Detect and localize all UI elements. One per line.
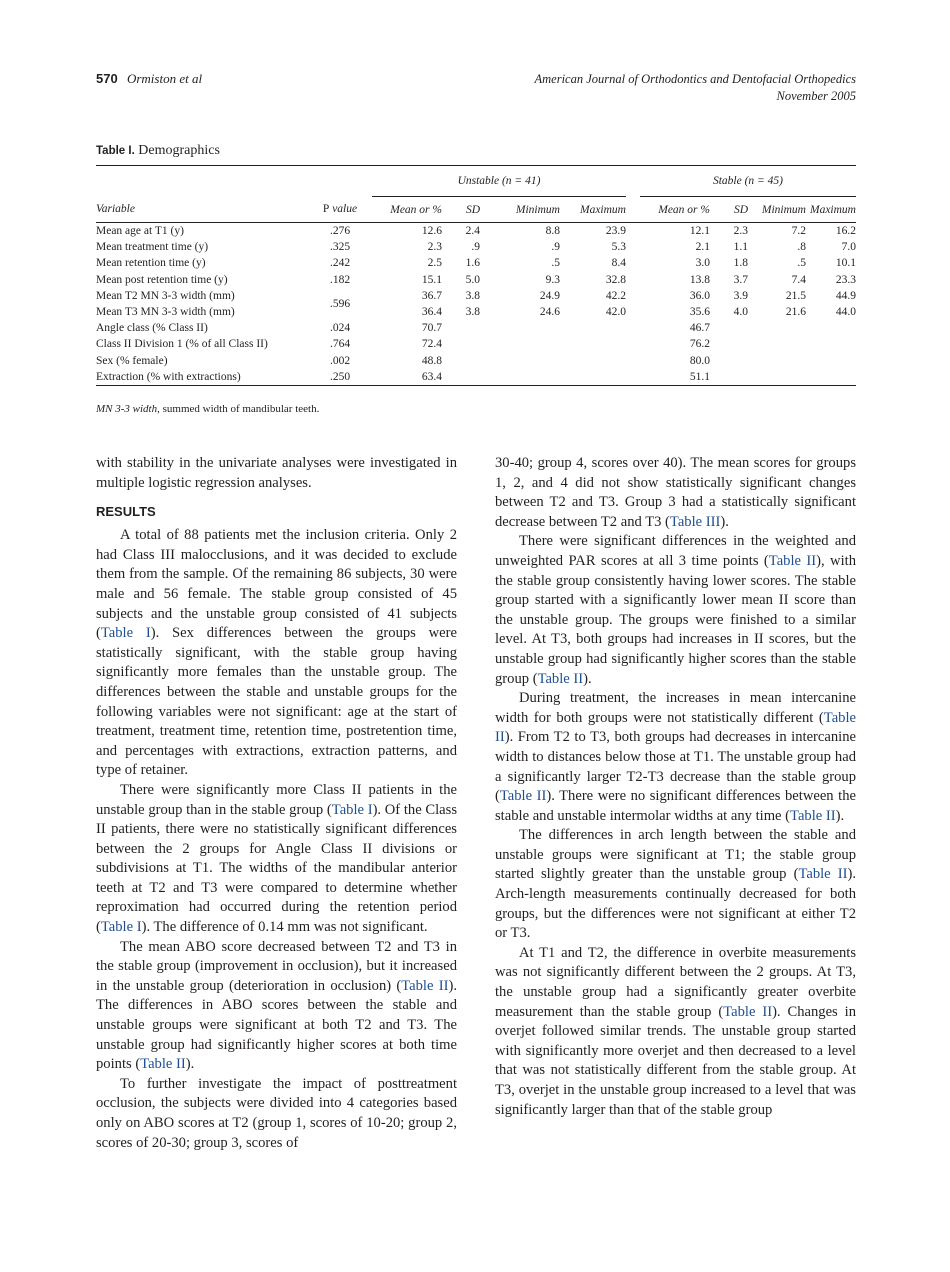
cell-stable-min	[748, 320, 806, 336]
table-row	[96, 336, 856, 352]
cell-gap	[626, 369, 640, 386]
group-header-unstable: Unstable (n = 41)	[372, 166, 626, 197]
col-header-stable-min: Minimum	[748, 197, 806, 223]
cell-stable-sd: 1.1	[733, 241, 748, 254]
cell-variable: Mean retention time (y)	[96, 257, 206, 270]
table-ref-link[interactable]: Table II	[499, 788, 547, 805]
table-ref-link[interactable]: Table I	[331, 801, 373, 818]
cell-variable: Angle class (% Class II)	[96, 322, 208, 335]
cell-unstable-max	[560, 320, 626, 336]
cell-gap	[626, 239, 640, 255]
table-ref-link[interactable]: Table II	[790, 807, 836, 824]
cell-unstable-min: 8.8	[545, 225, 560, 238]
paragraph: with stability in the univariate analyses were investigated in multiple logistic regression analyses.	[96, 455, 457, 491]
cell-gap	[626, 223, 640, 240]
cell-unstable-max: 23.9	[605, 225, 626, 238]
cell-unstable-mean: 70.7	[421, 322, 442, 335]
table-ref-link[interactable]: Table II	[537, 670, 584, 687]
cell-stable-min: .8	[797, 241, 806, 254]
paragraph: The differences in arch length between the stable and unstable groups were significant at T1; the stable group started slightly greater than the unstable group (Table II). Arch-length measurements continually decreased for both groups, but the differences were not significant at either T2 or T3.	[495, 827, 856, 942]
table-row	[96, 369, 856, 386]
cell-unstable-min: .9	[551, 241, 560, 254]
cell-unstable-sd: 1.6	[465, 257, 480, 270]
table-row	[96, 320, 856, 336]
cell-stable-min: .5	[797, 257, 806, 270]
cell-stable-mean: 80.0	[689, 354, 710, 367]
cell-stable-max	[806, 353, 856, 369]
cell-gap	[626, 336, 640, 352]
paragraph: There were significantly more Class II patients in the unstable group than in the stable group (Table I). Of the Class II patients, there were no statistically significant differences between the 2 groups for Angle Class II divisions or subdivisions at T1. The widths of the mandibular anterior teeth at T2 and T3 were compared to determine whether reproximation had occurred during the retention period (Table I). The difference of 0.14 mm was not significant.	[96, 781, 458, 936]
table-row	[96, 255, 856, 271]
table-footnote	[96, 403, 319, 415]
cell-stable-sd	[710, 353, 748, 369]
cell-unstable-mean: 2.5	[427, 257, 442, 270]
cell-stable-max	[806, 320, 856, 336]
cell-stable-min	[748, 336, 806, 352]
cell-stable-max	[806, 336, 856, 352]
cell-unstable-sd: 3.8	[465, 306, 480, 319]
table-ref-link[interactable]: Table I	[100, 919, 142, 936]
cell-stable-sd: 2.3	[733, 225, 748, 238]
cell-stable-max	[806, 369, 856, 386]
cell-stable-mean: 2.1	[695, 241, 710, 254]
cell-variable: Sex (% female)	[96, 354, 168, 367]
cell-unstable-sd	[442, 336, 480, 352]
cell-gap	[626, 353, 640, 369]
cell-gap	[626, 320, 640, 336]
cell-stable-sd: 3.7	[733, 273, 748, 286]
cell-unstable-max: 42.2	[605, 289, 626, 302]
cell-gap	[626, 304, 640, 320]
cell-unstable-mean: 36.7	[421, 289, 442, 302]
col-header-unstable-min: Minimum	[480, 197, 560, 223]
col-header-p-value: P value	[308, 197, 372, 223]
cell-stable-min	[748, 353, 806, 369]
col-header-unstable-max: Maximum	[560, 197, 626, 223]
cell-p-value: .182	[329, 273, 351, 286]
col-header-stable-sd: SD	[710, 197, 748, 223]
cell-unstable-sd	[442, 320, 480, 336]
cell-unstable-mean: 72.4	[421, 338, 442, 351]
cell-stable-min: 21.6	[785, 306, 806, 319]
cell-gap	[626, 272, 640, 288]
footnote-term: MN 3-3 width	[96, 403, 158, 415]
cell-variable: Class II Division 1 (% of all Class II)	[96, 338, 268, 351]
cell-p-value: .596	[329, 297, 351, 310]
cell-unstable-max: 8.4	[611, 257, 626, 270]
cell-stable-max: 7.0	[841, 241, 856, 254]
running-header-left	[96, 71, 202, 87]
cell-p-value: .242	[329, 257, 351, 270]
cell-stable-max: 10.1	[835, 257, 856, 270]
cell-p-value: .276	[329, 225, 351, 238]
cell-stable-max: 16.2	[835, 225, 856, 238]
section-heading-results: RESULTS	[96, 504, 156, 520]
cell-stable-min: 7.2	[791, 225, 806, 238]
paragraph: There were significant differences in the weighted and unweighted PAR scores at all 3 time points (Table II), with the stable group consistently having lower scores. The stable group started with a significantly lower mean II score than the unstable group. The groups were finished to a similar level. At T3, both groups had increases in II scores, but the unstable group had significantly higher scores than the stable group (Table II).	[495, 533, 857, 687]
cell-unstable-mean: 48.8	[421, 354, 442, 367]
table-ref-link[interactable]: Table II	[798, 866, 848, 883]
journal-issue: November 2005	[776, 89, 856, 103]
cell-unstable-mean: 12.6	[421, 225, 442, 238]
cell-gap	[626, 255, 640, 271]
table-row	[96, 223, 856, 240]
table-group-header-row	[96, 166, 856, 197]
cell-gap	[626, 288, 640, 304]
cell-stable-max: 23.3	[835, 273, 856, 286]
table-ref-link[interactable]: Table II	[768, 552, 817, 569]
cell-variable: Mean post retention time (y)	[96, 273, 228, 286]
paragraph: During treatment, the increases in mean intercanine width for both groups were not statistically different (Table II). From T2 to T3, both groups had decreases in intercanine width to distances below those at T1. The unstable group had a significantly larger T2-T3 decrease than the stable group (Table II). There were no significant differences between the stable and unstable intermolar widths at any time (Table II).	[495, 690, 856, 824]
paragraph: 30-40; group 4, scores over 40). The mean scores for groups 1, 2, and 4 did not show statistically significant changes between T2 and T3. Group 3 had a statistically significant decrease between T2 and T3 (Table III).	[495, 455, 856, 530]
table-label: Table I.	[96, 145, 135, 157]
cell-stable-sd	[710, 369, 748, 386]
col-header-stable-max: Maximum	[806, 197, 856, 223]
cell-unstable-min: 24.6	[539, 306, 560, 319]
table-ref-link[interactable]: Table III	[669, 513, 721, 530]
cell-p-value: .024	[329, 322, 351, 335]
col-header-unstable-sd: SD	[442, 197, 480, 223]
cell-stable-sd: 4.0	[733, 306, 748, 319]
cell-stable-mean: 13.8	[689, 273, 710, 286]
cell-unstable-max: 32.8	[605, 273, 626, 286]
left-column	[96, 454, 457, 1153]
cell-stable-mean: 76.2	[689, 338, 710, 351]
cell-unstable-sd: 5.0	[465, 273, 480, 286]
cell-unstable-max	[560, 336, 626, 352]
cell-unstable-min: .5	[551, 257, 560, 270]
cell-stable-sd	[710, 336, 748, 352]
cell-unstable-min: 24.9	[539, 289, 560, 302]
table-row	[96, 353, 856, 369]
cell-p-value: .325	[329, 241, 351, 254]
cell-unstable-sd: 3.8	[465, 289, 480, 302]
cell-stable-min	[748, 369, 806, 386]
table-ref-link[interactable]: Table II	[495, 709, 856, 746]
cell-variable: Mean T2 MN 3-3 width (mm)	[96, 289, 235, 302]
cell-stable-sd	[710, 320, 748, 336]
table-row	[96, 304, 856, 320]
table-row	[96, 239, 856, 255]
table-ref-link[interactable]: Table II	[140, 1056, 186, 1073]
cell-stable-max: 44.0	[835, 306, 856, 319]
table-column-header-row	[96, 197, 856, 223]
cell-unstable-mean: 2.3	[427, 241, 442, 254]
cell-stable-mean: 36.0	[689, 289, 710, 302]
cell-unstable-sd	[442, 369, 480, 386]
cell-stable-mean: 3.0	[695, 257, 710, 270]
table-ref-link[interactable]: Table II	[723, 1003, 773, 1020]
running-header-right	[535, 71, 857, 105]
cell-unstable-sd	[442, 353, 480, 369]
cell-unstable-sd: .9	[471, 241, 480, 254]
paragraph: To further investigate the impact of posttreatment occlusion, the subjects were divided into 4 categories based only on ABO scores at T2 (group 1, scores of 10-20; group 2, scores of 20-30; group 3, scores of	[96, 1075, 457, 1151]
cell-unstable-max: 42.0	[605, 306, 626, 319]
cell-stable-mean: 35.6	[689, 306, 710, 319]
paragraph: At T1 and T2, the difference in overbite measurements was not significantly different between the 2 groups. At T3, the unstable group had a significantly greater overbite measurement than the stable group (Table II). Changes in overjet followed similar trends. The unstable group started with significantly more overjet and then decreased to a level that was not statistically different from the stable group. At T3, overjet in the unstable group increased to a level that was significantly larger than that of the stable group	[495, 944, 856, 1118]
cell-p-value: .764	[329, 338, 351, 351]
cell-variable: Mean age at T1 (y)	[96, 225, 184, 238]
cell-stable-mean: 46.7	[689, 322, 710, 335]
right-column	[495, 454, 856, 1120]
table-ref-link[interactable]: Table I	[100, 625, 151, 642]
paragraph: The mean ABO score decreased between T2 and T3 in the stable group (improvement in occlusion), but it increased in the unstable group (deterioration in occlusion) (Table II). The differences in ABO scores between the stable and unstable groups were significant at both T2 and T3. The unstable group had significantly higher scores at both time points (Table II).	[96, 938, 457, 1073]
cell-stable-mean: 12.1	[689, 225, 710, 238]
demographics-table	[96, 165, 856, 386]
cell-stable-mean: 51.1	[689, 370, 710, 383]
paragraph: A total of 88 patients met the inclusion criteria. Only 2 had Class III malocclusions, and it was decided to exclude them from the sample. Of the remaining 86 subjects, 30 were male and 56 female. The stable group consisted of 45 subjects and the unstable group consisted of 41 subjects (Table I). Sex differences between the groups were statistically significant, with the stable group having significantly more females than the unstable group. The differences between the stable and unstable groups for the following variables were not significant: age at the start of treatment, treatment time, retention time, postretention time, and percentages with extractions, extraction patterns, and type of retainer.	[96, 527, 457, 779]
col-header-unstable-mean: Mean or %	[372, 197, 442, 223]
cell-variable: Mean T3 MN 3-3 width (mm)	[96, 306, 235, 319]
col-header-stable-mean: Mean or %	[640, 197, 710, 223]
cell-stable-sd: 3.9	[733, 289, 748, 302]
table-row	[96, 288, 856, 304]
cell-unstable-min	[480, 369, 560, 386]
cell-unstable-max: 5.3	[611, 241, 626, 254]
table-ref-link[interactable]: Table II	[401, 977, 449, 994]
cell-unstable-mean: 63.4	[421, 370, 442, 383]
page-number: 570	[96, 71, 118, 86]
cell-unstable-mean: 36.4	[421, 306, 442, 319]
cell-variable: Extraction (% with extractions)	[96, 370, 241, 383]
cell-stable-min: 21.5	[785, 289, 806, 302]
cell-unstable-min	[480, 353, 560, 369]
running-authors: Ormiston et al	[126, 71, 203, 86]
table-caption	[96, 143, 220, 159]
table-title: Demographics	[138, 143, 220, 158]
footnote-text: , summed width of mandibular teeth.	[157, 403, 320, 415]
group-header-stable: Stable (n = 45)	[640, 166, 856, 197]
col-header-variable: Variable	[96, 197, 308, 223]
table-row	[96, 272, 856, 288]
cell-stable-sd: 1.8	[733, 257, 748, 270]
cell-unstable-max	[560, 353, 626, 369]
cell-unstable-min: 9.3	[545, 273, 560, 286]
cell-unstable-sd: 2.4	[465, 225, 480, 238]
cell-unstable-min	[480, 320, 560, 336]
cell-variable: Mean treatment time (y)	[96, 241, 209, 254]
cell-p-value: .250	[329, 370, 351, 383]
cell-unstable-mean: 15.1	[421, 273, 442, 286]
cell-unstable-max	[560, 369, 626, 386]
journal-name: American Journal of Orthodontics and Dentofacial Orthopedics	[534, 72, 856, 86]
cell-unstable-min	[480, 336, 560, 352]
cell-stable-min: 7.4	[791, 273, 806, 286]
cell-stable-max: 44.9	[835, 289, 856, 302]
cell-p-value: .002	[329, 354, 351, 367]
